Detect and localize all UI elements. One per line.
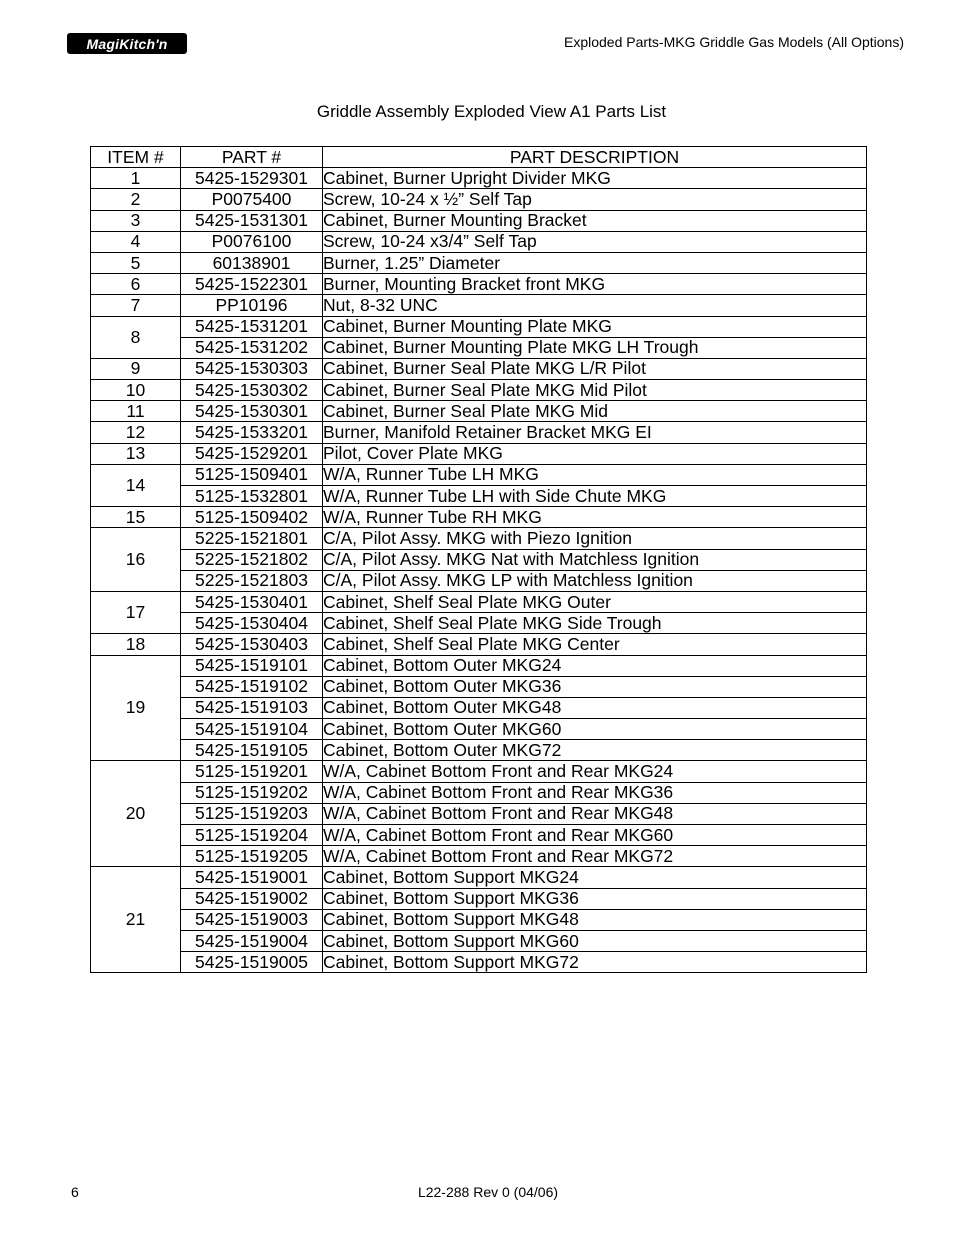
part-number-cell: 5225-1521801: [181, 528, 323, 549]
table-row: [91, 930, 867, 951]
item-number-cell: 4: [91, 231, 181, 252]
part-number-cell: 5425-1522301: [181, 274, 323, 295]
table-row: [91, 464, 867, 485]
document-code: L22-288 Rev 0 (04/06): [417, 1184, 559, 1200]
table-row: [91, 591, 867, 612]
part-description-cell: W/A, Cabinet Bottom Front and Rear MKG36: [323, 782, 867, 803]
part-number-cell: 5425-1519102: [181, 676, 323, 697]
item-number-cell: 14: [91, 464, 181, 506]
part-number-cell: 5425-1530403: [181, 634, 323, 655]
table-row: [91, 613, 867, 634]
table-row: [91, 380, 867, 401]
part-description-cell: Burner, Manifold Retainer Bracket MKG EI: [323, 422, 867, 443]
part-number-cell: 5425-1530303: [181, 358, 323, 379]
part-number-cell: 5225-1521802: [181, 549, 323, 570]
part-number-cell: 5425-1519001: [181, 867, 323, 888]
table-row: [91, 422, 867, 443]
part-description-cell: Cabinet, Shelf Seal Plate MKG Center: [323, 634, 867, 655]
part-number-cell: 5425-1519005: [181, 952, 323, 973]
table-row: [91, 295, 867, 316]
table-row: [91, 189, 867, 210]
part-description-cell: Cabinet, Bottom Support MKG24: [323, 867, 867, 888]
item-number-cell: 1: [91, 168, 181, 189]
item-number-cell: 16: [91, 528, 181, 592]
item-number-cell: 5: [91, 252, 181, 273]
item-number-cell: 19: [91, 655, 181, 761]
part-description-cell: Screw, 10-24 x3/4” Self Tap: [323, 231, 867, 252]
brand-logo-text: MagiKitch'n: [86, 35, 168, 52]
part-number-cell: 5425-1519104: [181, 719, 323, 740]
item-number-cell: 20: [91, 761, 181, 867]
part-number-cell: 5125-1509401: [181, 464, 323, 485]
table-row: [91, 676, 867, 697]
part-number-cell: 5425-1531202: [181, 337, 323, 358]
part-description-cell: Cabinet, Bottom Outer MKG48: [323, 697, 867, 718]
part-number-cell: 5425-1519101: [181, 655, 323, 676]
brand-logo: [67, 33, 187, 54]
part-number-cell: 5425-1519003: [181, 909, 323, 930]
part-number-cell: 5425-1530302: [181, 380, 323, 401]
part-description-cell: W/A, Runner Tube LH with Side Chute MKG: [323, 486, 867, 507]
item-number-cell: 2: [91, 189, 181, 210]
column-header-part: PART #: [181, 147, 323, 168]
part-number-cell: 5425-1529301: [181, 168, 323, 189]
table-row: [91, 761, 867, 782]
table-row: [91, 507, 867, 528]
part-description-cell: Cabinet, Bottom Outer MKG72: [323, 740, 867, 761]
table-row: [91, 549, 867, 570]
table-row: [91, 740, 867, 761]
page-number: 6: [71, 1184, 79, 1200]
table-row: [91, 358, 867, 379]
item-number-cell: 15: [91, 507, 181, 528]
part-description-cell: Cabinet, Bottom Outer MKG36: [323, 676, 867, 697]
item-number-cell: 13: [91, 443, 181, 464]
part-description-cell: Cabinet, Bottom Outer MKG60: [323, 719, 867, 740]
part-description-cell: Cabinet, Burner Mounting Plate MKG LH Trough: [323, 337, 867, 358]
table-row: [91, 570, 867, 591]
item-number-cell: 10: [91, 380, 181, 401]
table-row: [91, 337, 867, 358]
part-number-cell: 5425-1519105: [181, 740, 323, 761]
part-description-cell: Cabinet, Burner Mounting Plate MKG: [323, 316, 867, 337]
part-number-cell: P0076100: [181, 231, 323, 252]
part-description-cell: Burner, 1.25” Diameter: [323, 252, 867, 273]
column-header-description: PART DESCRIPTION: [323, 147, 867, 168]
table-row: [91, 634, 867, 655]
part-description-cell: Nut, 8-32 UNC: [323, 295, 867, 316]
table-row: [91, 803, 867, 824]
part-number-cell: PP10196: [181, 295, 323, 316]
part-number-cell: 5125-1532801: [181, 486, 323, 507]
part-description-cell: W/A, Cabinet Bottom Front and Rear MKG60: [323, 825, 867, 846]
part-number-cell: P0075400: [181, 189, 323, 210]
part-description-cell: Burner, Mounting Bracket front MKG: [323, 274, 867, 295]
table-row: [91, 719, 867, 740]
part-number-cell: 5425-1529201: [181, 443, 323, 464]
part-number-cell: 5125-1519205: [181, 846, 323, 867]
item-number-cell: 9: [91, 358, 181, 379]
part-number-cell: 5125-1519201: [181, 761, 323, 782]
part-description-cell: Cabinet, Bottom Support MKG60: [323, 930, 867, 951]
table-row: [91, 888, 867, 909]
item-number-cell: 21: [91, 867, 181, 973]
item-number-cell: 8: [91, 316, 181, 358]
part-description-cell: Cabinet, Shelf Seal Plate MKG Side Trough: [323, 613, 867, 634]
table-row: [91, 697, 867, 718]
parts-table-body: [91, 168, 867, 973]
part-description-cell: Cabinet, Burner Seal Plate MKG Mid: [323, 401, 867, 422]
part-number-cell: 5125-1519202: [181, 782, 323, 803]
table-row: [91, 846, 867, 867]
part-description-cell: C/A, Pilot Assy. MKG Nat with Matchless Ignition: [323, 549, 867, 570]
part-description-cell: Cabinet, Burner Seal Plate MKG L/R Pilot: [323, 358, 867, 379]
part-number-cell: 5425-1531301: [181, 210, 323, 231]
part-number-cell: 5425-1530404: [181, 613, 323, 634]
part-description-cell: C/A, Pilot Assy. MKG with Piezo Ignition: [323, 528, 867, 549]
part-number-cell: 5425-1519103: [181, 697, 323, 718]
item-number-cell: 6: [91, 274, 181, 295]
table-row: [91, 231, 867, 252]
part-description-cell: W/A, Cabinet Bottom Front and Rear MKG72: [323, 846, 867, 867]
part-number-cell: 5425-1533201: [181, 422, 323, 443]
header-title: Exploded Parts-MKG Griddle Gas Models (All Options): [563, 34, 904, 50]
item-number-cell: 11: [91, 401, 181, 422]
part-description-cell: Cabinet, Burner Mounting Bracket: [323, 210, 867, 231]
part-number-cell: 5125-1519204: [181, 825, 323, 846]
part-number-cell: 5425-1530401: [181, 591, 323, 612]
part-number-cell: 5425-1519004: [181, 930, 323, 951]
part-number-cell: 5425-1530301: [181, 401, 323, 422]
table-header-row: [91, 147, 867, 168]
table-row: [91, 825, 867, 846]
part-description-cell: Cabinet, Bottom Outer MKG24: [323, 655, 867, 676]
part-description-cell: Cabinet, Bottom Support MKG48: [323, 909, 867, 930]
part-number-cell: 5125-1519203: [181, 803, 323, 824]
table-row: [91, 655, 867, 676]
part-description-cell: W/A, Runner Tube RH MKG: [323, 507, 867, 528]
table-row: [91, 486, 867, 507]
part-number-cell: 5425-1531201: [181, 316, 323, 337]
table-row: [91, 316, 867, 337]
part-number-cell: 60138901: [181, 252, 323, 273]
table-row: [91, 528, 867, 549]
item-number-cell: 12: [91, 422, 181, 443]
item-number-cell: 18: [91, 634, 181, 655]
column-header-item: ITEM #: [91, 147, 181, 168]
table-row: [91, 401, 867, 422]
table-row: [91, 210, 867, 231]
table-row: [91, 782, 867, 803]
part-description-cell: Cabinet, Bottom Support MKG72: [323, 952, 867, 973]
item-number-cell: 17: [91, 591, 181, 633]
part-description-cell: C/A, Pilot Assy. MKG LP with Matchless Ignition: [323, 570, 867, 591]
part-description-cell: W/A, Runner Tube LH MKG: [323, 464, 867, 485]
part-description-cell: Cabinet, Shelf Seal Plate MKG Outer: [323, 591, 867, 612]
part-number-cell: 5125-1509402: [181, 507, 323, 528]
item-number-cell: 7: [91, 295, 181, 316]
part-description-cell: Pilot, Cover Plate MKG: [323, 443, 867, 464]
part-description-cell: W/A, Cabinet Bottom Front and Rear MKG48: [323, 803, 867, 824]
table-row: [91, 274, 867, 295]
table-row: [91, 909, 867, 930]
part-description-cell: Screw, 10-24 x ½” Self Tap: [323, 189, 867, 210]
table-row: [91, 168, 867, 189]
part-number-cell: 5225-1521803: [181, 570, 323, 591]
table-row: [91, 867, 867, 888]
item-number-cell: 3: [91, 210, 181, 231]
table-row: [91, 252, 867, 273]
part-number-cell: 5425-1519002: [181, 888, 323, 909]
part-description-cell: W/A, Cabinet Bottom Front and Rear MKG24: [323, 761, 867, 782]
part-description-cell: Cabinet, Burner Upright Divider MKG: [323, 168, 867, 189]
part-description-cell: Cabinet, Bottom Support MKG36: [323, 888, 867, 909]
table-row: [91, 443, 867, 464]
parts-table: [90, 146, 867, 973]
document-title: Griddle Assembly Exploded View A1 Parts List: [316, 102, 667, 121]
part-description-cell: Cabinet, Burner Seal Plate MKG Mid Pilot: [323, 380, 867, 401]
table-row: [91, 952, 867, 973]
